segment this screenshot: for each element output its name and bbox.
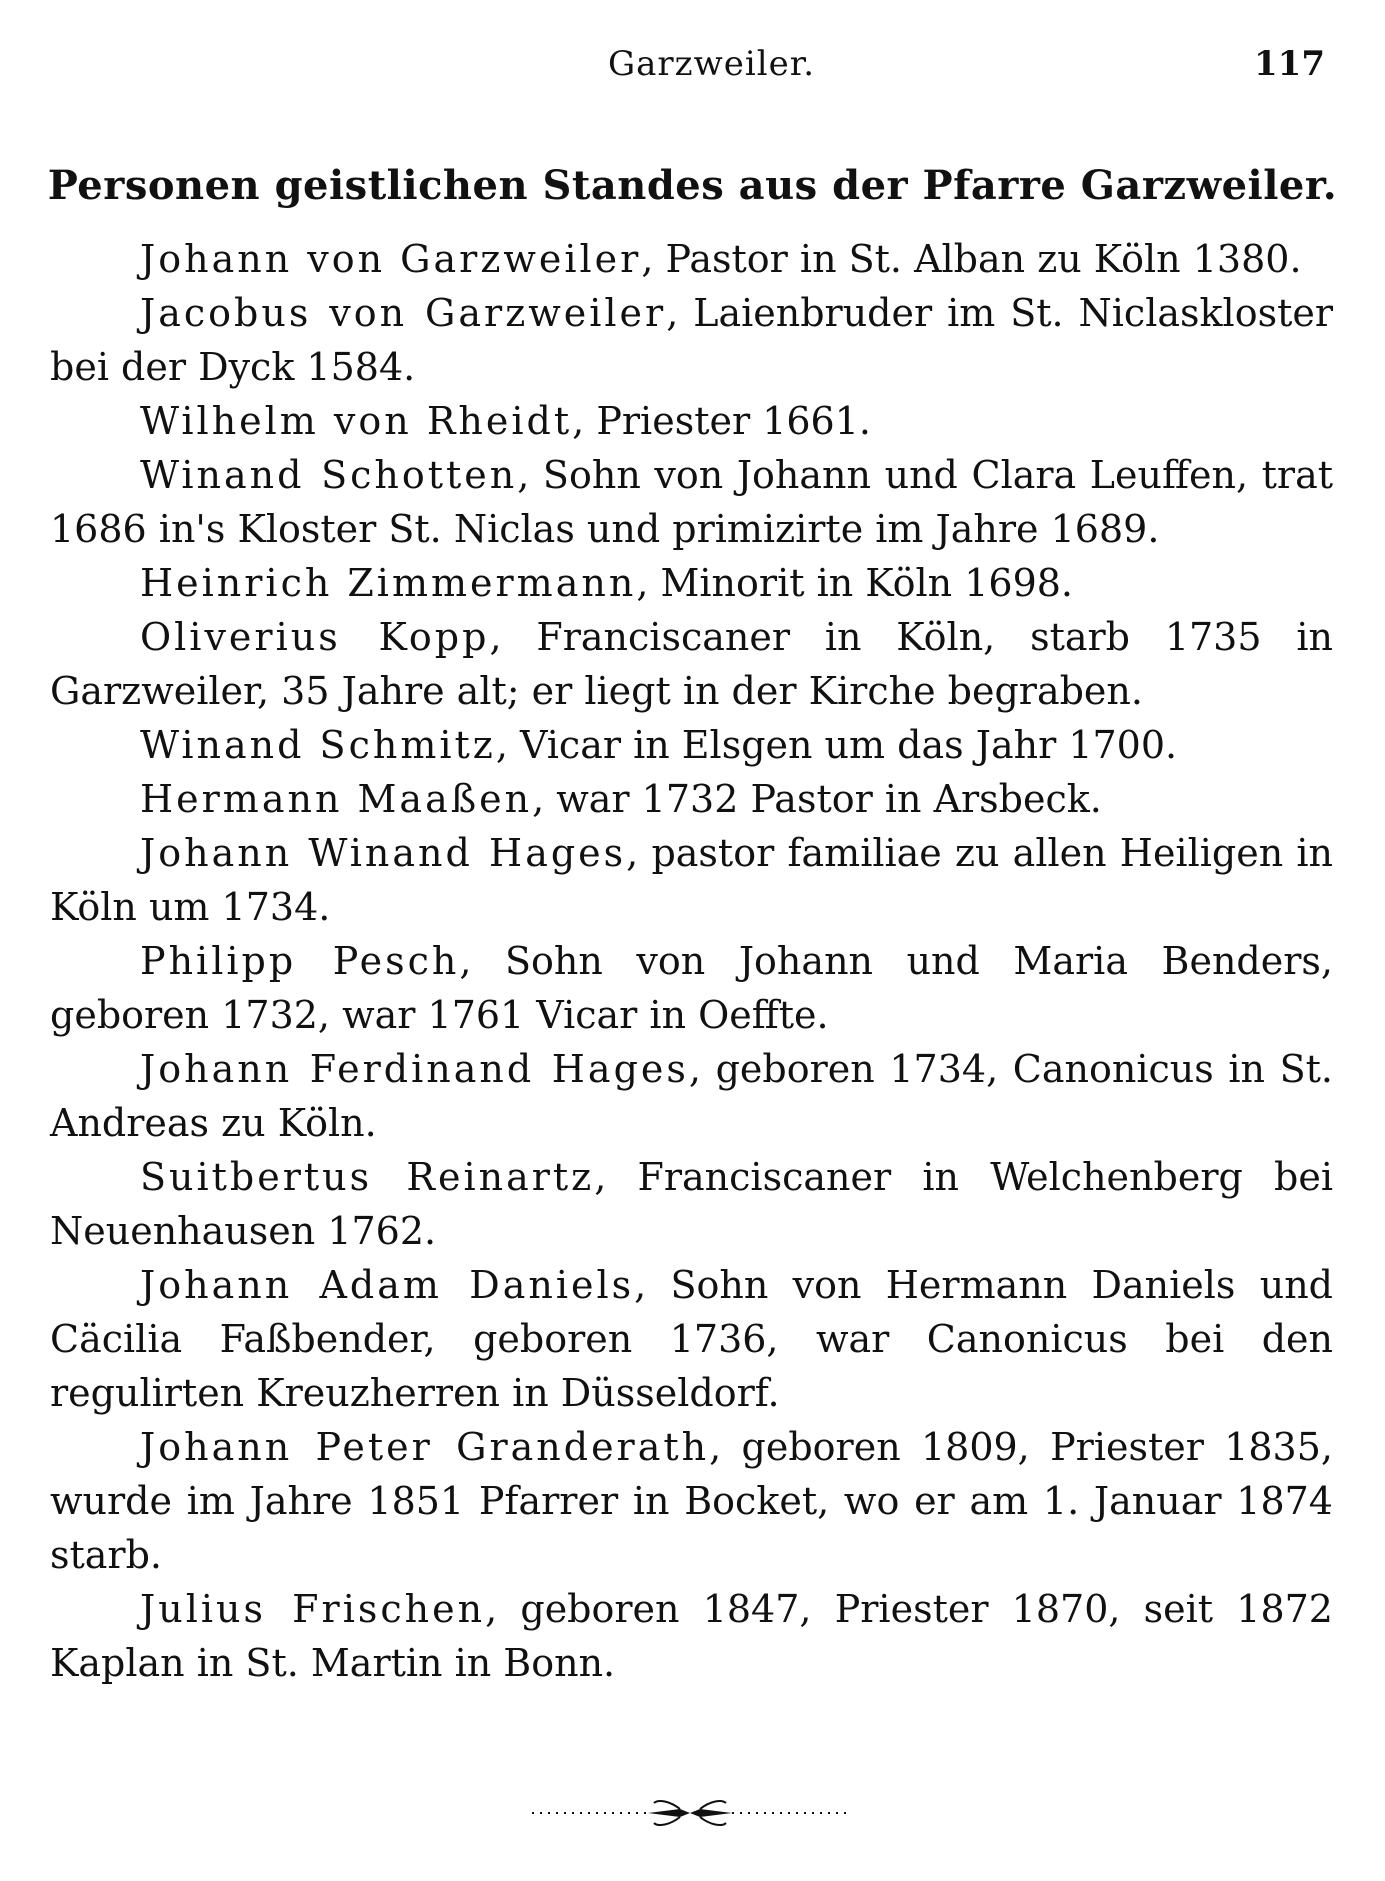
person-name: Johann Winand Hages bbox=[140, 831, 627, 875]
entry-text: , Laienbruder im St. Niclaskloster bei der Dyck 1584. bbox=[50, 291, 1333, 389]
person-name: Winand Schotten bbox=[140, 453, 518, 497]
entry-text: , Franciscaner in Welchenberg bei Neuenhausen 1762. bbox=[50, 1155, 1333, 1253]
entry-text: , Vicar in Elsgen um das Jahr 1700. bbox=[495, 723, 1178, 767]
entry-text: , Sohn von Hermann Daniels und Cäcilia Faßbender, geboren 1736, war Canonicus bei den regulirten Kreuzherren in Düsseldorf. bbox=[50, 1263, 1333, 1415]
list-item bbox=[50, 232, 1333, 286]
entry-text: , geboren 1734, Canonicus in St. Andreas zu Köln. bbox=[50, 1047, 1333, 1145]
person-name: Heinrich Zimmermann bbox=[140, 561, 637, 605]
tailpiece-ornament-icon bbox=[530, 1793, 850, 1833]
list-item bbox=[50, 1042, 1333, 1150]
person-name: Oliverius Kopp bbox=[140, 615, 490, 659]
person-name: Johann Peter Granderath bbox=[140, 1425, 710, 1469]
entry-text: , Minorit in Köln 1698. bbox=[636, 561, 1074, 605]
list-item bbox=[50, 1582, 1333, 1690]
person-name: Winand Schmitz bbox=[140, 723, 496, 767]
clergy-list bbox=[50, 232, 1333, 1690]
entry-text: , war 1732 Pastor in Arsbeck. bbox=[532, 777, 1102, 821]
entry-text: , Pastor in St. Alban zu Köln 1380. bbox=[641, 237, 1302, 281]
running-title: Garzweiler. bbox=[608, 44, 816, 84]
list-item bbox=[50, 1420, 1333, 1582]
list-item bbox=[50, 934, 1333, 1042]
entry-text: , Franciscaner in Köln, starb 1735 in Garzweiler, 35 Jahre alt; er liegt in der Kirche begraben. bbox=[50, 615, 1333, 713]
person-name: Johann Ferdinand Hages bbox=[140, 1047, 689, 1091]
list-item bbox=[50, 826, 1333, 934]
list-item bbox=[50, 286, 1333, 394]
person-name: Philipp Pesch bbox=[140, 939, 460, 983]
list-item bbox=[50, 772, 1333, 826]
person-name: Hermann Maaßen bbox=[140, 777, 533, 821]
running-head bbox=[0, 44, 1385, 94]
page-number: 117 bbox=[1254, 44, 1325, 84]
section-heading: Personen geistlichen Standes aus der Pfarre Garzweiler. bbox=[47, 162, 1338, 209]
entry-text: , geboren 1847, Priester 1870, seit 1872 Kaplan in St. Martin in Bonn. bbox=[50, 1587, 1333, 1685]
person-name: Suitbertus Reinartz bbox=[140, 1155, 595, 1199]
list-item bbox=[50, 1258, 1333, 1420]
list-item bbox=[50, 556, 1333, 610]
entry-text: , Priester 1661. bbox=[572, 399, 871, 443]
list-item bbox=[50, 610, 1333, 718]
list-item bbox=[50, 394, 1333, 448]
entry-text: , pastor familiae zu allen Heiligen in Köln um 1734. bbox=[50, 831, 1333, 929]
person-name: Wilhelm von Rheidt bbox=[140, 399, 573, 443]
person-name: Jacobus von Garzweiler bbox=[140, 291, 667, 335]
entry-text: , geboren 1809, Priester 1835, wurde im Jahre 1851 Pfarrer in Bocket, wo er am 1. Januar 1874 starb. bbox=[50, 1425, 1333, 1577]
person-name: Johann Adam Daniels bbox=[140, 1263, 635, 1307]
entry-text: , Sohn von Johann und Maria Benders, geboren 1732, war 1761 Vicar in Oeffte. bbox=[50, 939, 1333, 1037]
person-name: Julius Frischen bbox=[140, 1587, 486, 1631]
entry-text: , Sohn von Johann und Clara Leuffen, trat 1686 in's Kloster St. Niclas und primizirte im Jahre 1689. bbox=[50, 453, 1333, 551]
person-name: Johann von Garzweiler bbox=[140, 237, 642, 281]
list-item bbox=[50, 718, 1333, 772]
list-item bbox=[50, 1150, 1333, 1258]
list-item bbox=[50, 448, 1333, 556]
